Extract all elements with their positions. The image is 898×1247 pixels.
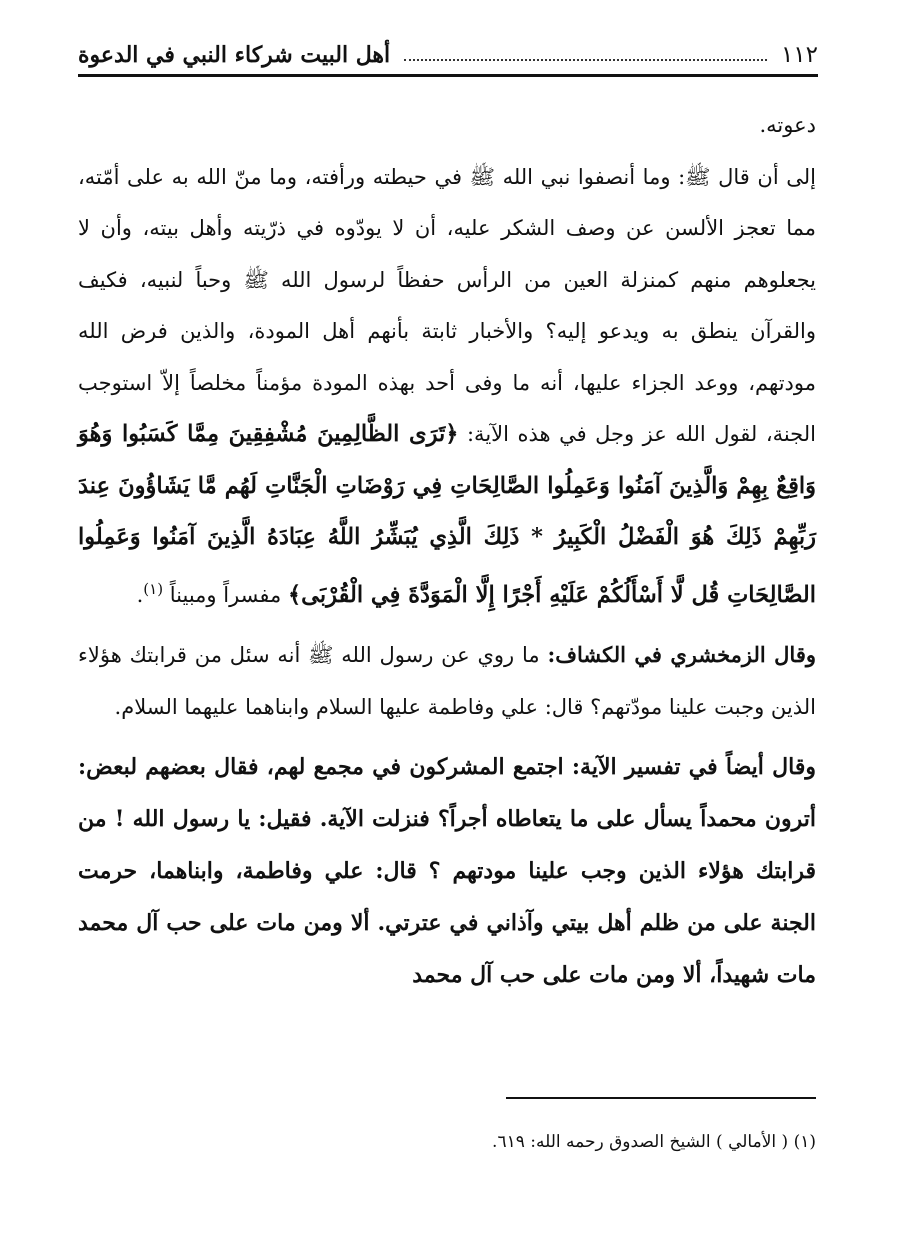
header-dotted-leader [404, 59, 767, 61]
body-text [78, 100, 816, 1001]
paragraph-lead: وقال الزمخشري في الكشاف: [547, 642, 816, 667]
quran-verse: ﴿تَرَى الظَّالِمِينَ مُشْفِقِينَ مِمَّا كَسَبُوا وَهُوَ وَاقِعٌ بِهِمْ وَالَّذِينَ آمَنُوا وَعَمِلُوا الصَّالِحَاتِ فِي رَوْضَاتِ الْجَنَّاتِ لَهُم مَّا يَشَاؤُونَ عِندَ رَبِّهِمْ ذَلِكَ هُوَ الْفَضْلُ الْكَبِيرُ * ذَلِكَ الَّذِي يُبَشِّرُ اللَّهُ عِبَادَهُ الَّذِينَ آمَنُوا وَعَمِلُوا الصَّالِحَاتِ قُل لَّا أَسْأَلُكُمْ عَلَيْهِ أَجْرًا إِلَّا الْمَوَدَّةَ فِي الْقُرْبَى﴾ [78, 421, 816, 608]
paragraph-zamakhshari [78, 629, 816, 733]
page-number: ١١٢ [780, 42, 818, 68]
running-title: أهل البيت شركاء النبي في الدعوة [78, 42, 391, 68]
footnote-marker: (١) [143, 579, 164, 598]
paragraph-lead: وقال أيضاً في تفسير الآية: [571, 754, 816, 780]
paragraph-text: ما روي عن رسول الله ﷺ أنه سئل من قرابتك هؤلاء الذين وجبت علينا مودّتهم؟ قال: علي وفاطمة عليها السلام وابناهما عليهما السلام. [78, 643, 816, 719]
paragraph-quote: إلى أن قال ﷺ: وما أنصفوا نبي الله ﷺ في حيطته ورأفته، وما منّ الله به على أمّته، مما تعجز الألسن عن وصف الشكر عليه، أن لا يودّوه في ذرّيته وأهل بيته، وأن لا يجعلوهم منهم كمنزلة العين من الرأس حفظاً لرسول الله ﷺ وحباً لنبيه، فكيف والقرآن ينطق به ويدعو إليه؟ والأخبار ثابتة بأنهم أهل المودة، والذين فرض الله مودتهم، ووعد الجزاء عليها، أنه ما وفى أحد بهذه المودة مؤمناً مخلصاً إلاّ استوجب الجنة، لقول الله عز وجل في هذه الآية: ﴿تَرَى الظَّالِمِينَ مُشْفِقِينَ مِمَّا كَسَبُوا وَهُوَ وَاقِعٌ بِهِمْ وَالَّذِينَ آمَنُوا وَعَمِلُوا الصَّالِحَاتِ فِي رَوْضَاتِ الْجَنَّاتِ لَهُم مَّا يَشَاؤُونَ عِندَ رَبِّهِمْ ذَلِكَ هُوَ الْفَضْلُ الْكَبِيرُ * ذَلِكَ الَّذِي يُبَشِّرُ اللَّهُ عِبَادَهُ الَّذِينَ آمَنُوا وَعَمِلُوا الصَّالِحَاتِ قُل لَّا أَسْأَلُكُمْ عَلَيْهِ أَجْرًا إِلَّا الْمَوَدَّةَ فِي الْقُرْبَى﴾ مفسراً ومبيناً $^{(١)}$. [78, 164, 816, 608]
paragraph-tafsir [78, 741, 816, 1001]
paragraph-text: اجتمع المشركون في مجمع لهم، فقال بعضهم لبعض: أترون محمداً يسأل على ما يتعاطاه أجراً؟ فنزلت الآية. فقيل: يا رسول الله ! من قرابتك هؤلاء الذين وجب علينا مودتهم ؟ قال: علي وفاطمة، وابناهما، حرمت الجنة على من ظلم أهل بيتي وآذاني في عترتي. ألا ومن مات على حب آل محمد مات شهيداً، ألا ومن مات على حب آل محمد [78, 754, 816, 988]
page-header [78, 30, 818, 77]
footnote-separator [506, 1097, 816, 1099]
paragraph-text: إلى أن قال ﷺ: وما أنصفوا نبي الله ﷺ في حيطته ورأفته، وما منّ الله به على أمّته، مما تعجز الألسن عن وصف الشكر عليه، أن لا يودّوه في ذرّيته وأهل بيته، وأن لا يجعلوهم منهم كمنزلة العين من الرأس حفظاً لرسول الله ﷺ وحباً لنبيه، فكيف والقرآن ينطق به ويدعو إليه؟ والأخبار ثابتة بأنهم أهل المودة، والذين فرض الله مودتهم، ووعد الجزاء عليها، أنه ما وفى أحد بهذه المودة مؤمناً مخلصاً إلاّ استوجب الجنة، لقول الله عز وجل في هذه الآية: [78, 164, 816, 446]
footnote: (١) ( الأمالي ) الشيخ الصدوق رحمه الله: ٦١٩. [492, 1132, 816, 1152]
paragraph-gap [78, 621, 816, 629]
paragraph-continuation: دعوته. [759, 113, 816, 137]
paragraph-text-tail: مفسراً ومبيناً [169, 582, 282, 607]
paragraph-gap [78, 733, 816, 741]
